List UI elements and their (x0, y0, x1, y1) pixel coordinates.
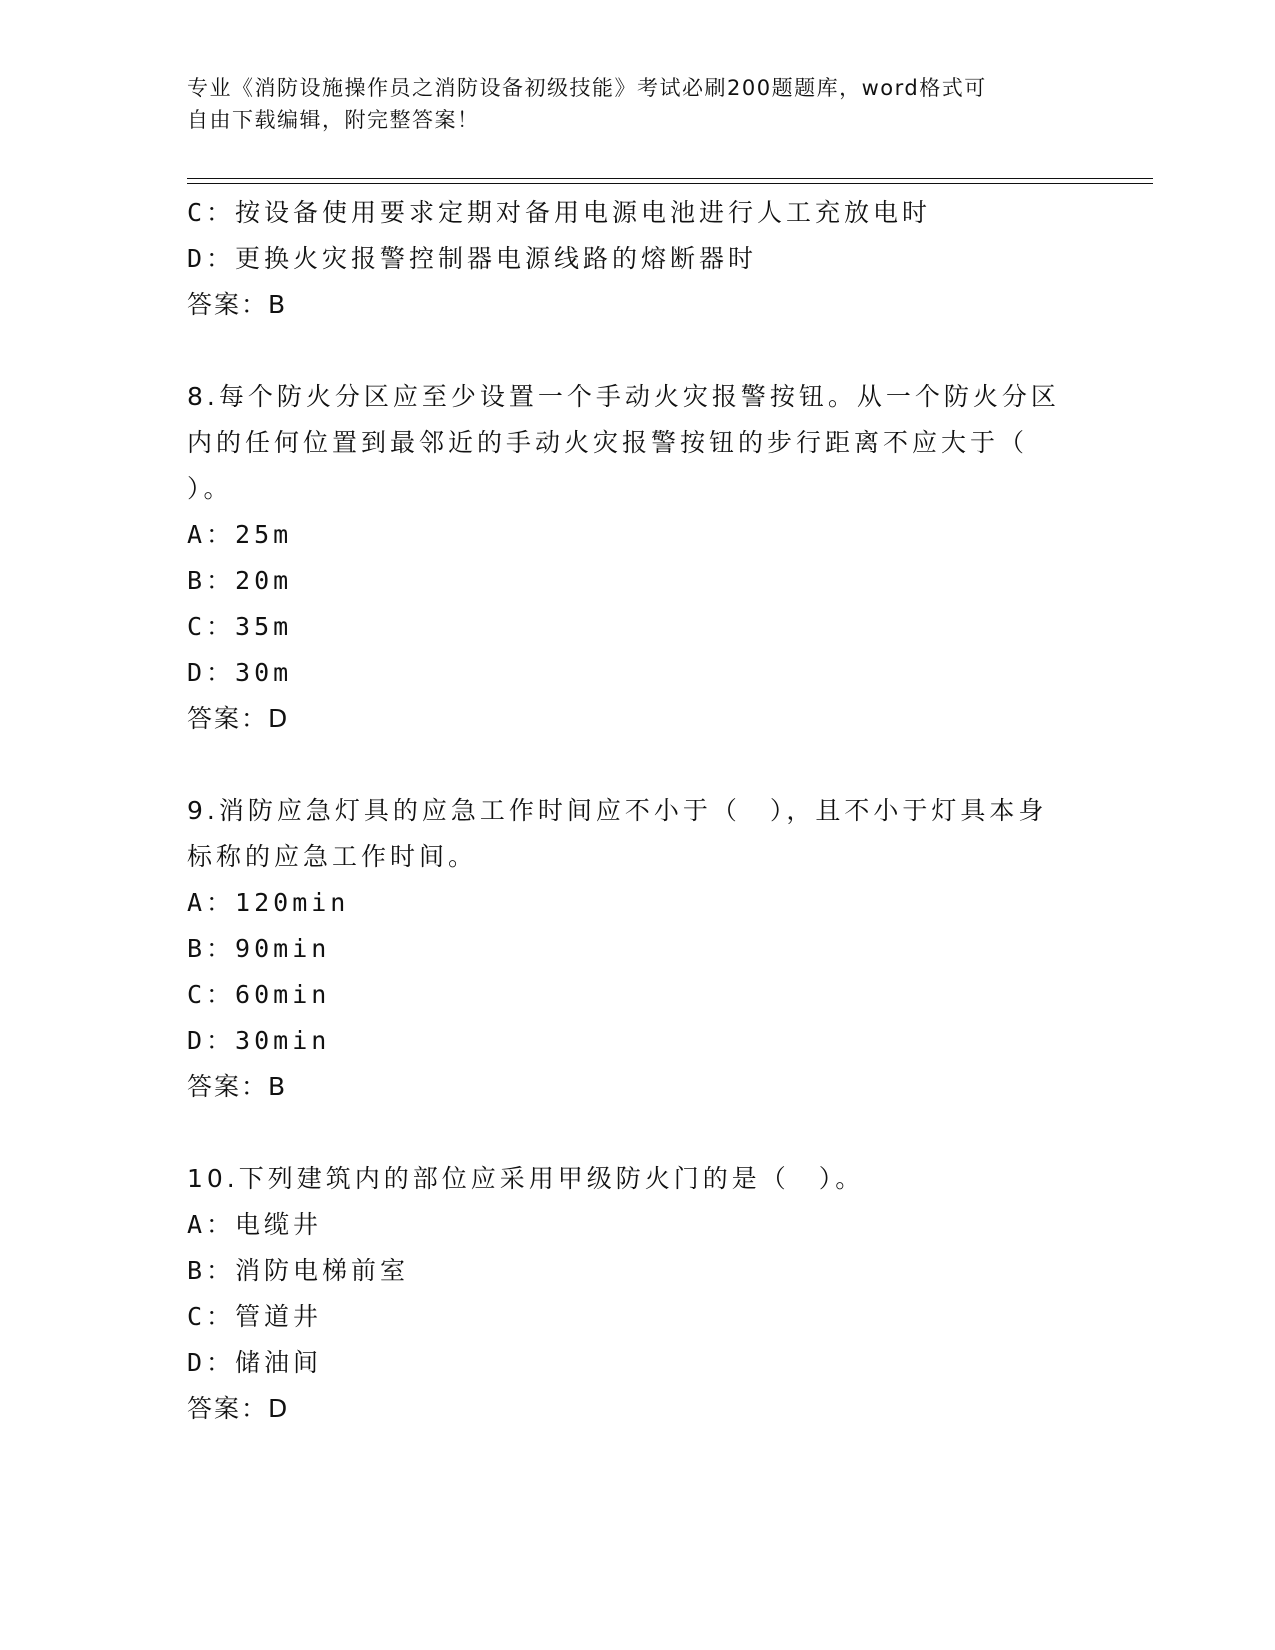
option-a: A：电缆井 (187, 1210, 323, 1239)
question-stem-line: 9.消防应急灯具的应急工作时间应不小于（ ），且不小于灯具本身 (187, 796, 1048, 825)
header-line-1: 专业《消防设施操作员之消防设备初级技能》考试必刷200题题库，word格式可 (187, 76, 987, 100)
question-stem-line: 8.每个防火分区应至少设置一个手动火灾报警按钮。从一个防火分区 (187, 382, 1060, 411)
option-d: D：30min (187, 1026, 331, 1055)
question-9 (187, 788, 1087, 1110)
header-divider-bottom (187, 183, 1153, 184)
header-line-2: 自由下载编辑，附完整答案！ (187, 108, 480, 132)
answer-text: 答案：D (187, 1394, 290, 1423)
question-stem-line: 10.下列建筑内的部位应采用甲级防火门的是（ ）。 (187, 1164, 865, 1193)
question-8 (187, 374, 1087, 742)
previous-question (187, 190, 1087, 328)
option-d: D：更换火灾报警控制器电源线路的熔断器时 (187, 244, 758, 273)
question-stem-line: 内的任何位置到最邻近的手动火灾报警按钮的步行距离不应大于（ (187, 428, 1029, 457)
answer-text: 答案：B (187, 1072, 288, 1101)
spacer (187, 328, 1087, 374)
answer-text: 答案：B (187, 290, 288, 319)
header-divider-top (187, 178, 1153, 179)
option-c: C：60min (187, 980, 331, 1009)
option-c: C：35m (187, 612, 293, 641)
option-d: D：30m (187, 658, 293, 687)
question-stem-line: 标称的应急工作时间。 (187, 842, 478, 871)
option-b: B：消防电梯前室 (187, 1256, 410, 1285)
answer-text: 答案：D (187, 704, 290, 733)
question-10 (187, 1156, 1087, 1432)
question-stem-line: ）。 (187, 474, 233, 503)
option-a: A：120min (187, 888, 350, 917)
option-b: B：90min (187, 934, 331, 963)
option-b: B：20m (187, 566, 293, 595)
spacer (187, 1110, 1087, 1156)
option-d: D：储油间 (187, 1348, 323, 1377)
option-a: A：25m (187, 520, 293, 549)
document-header (187, 72, 1067, 136)
option-c: C：管道井 (187, 1302, 323, 1331)
question-list (187, 190, 1087, 1432)
spacer (187, 742, 1087, 788)
option-c: C：按设备使用要求定期对备用电源电池进行人工充放电时 (187, 198, 932, 227)
